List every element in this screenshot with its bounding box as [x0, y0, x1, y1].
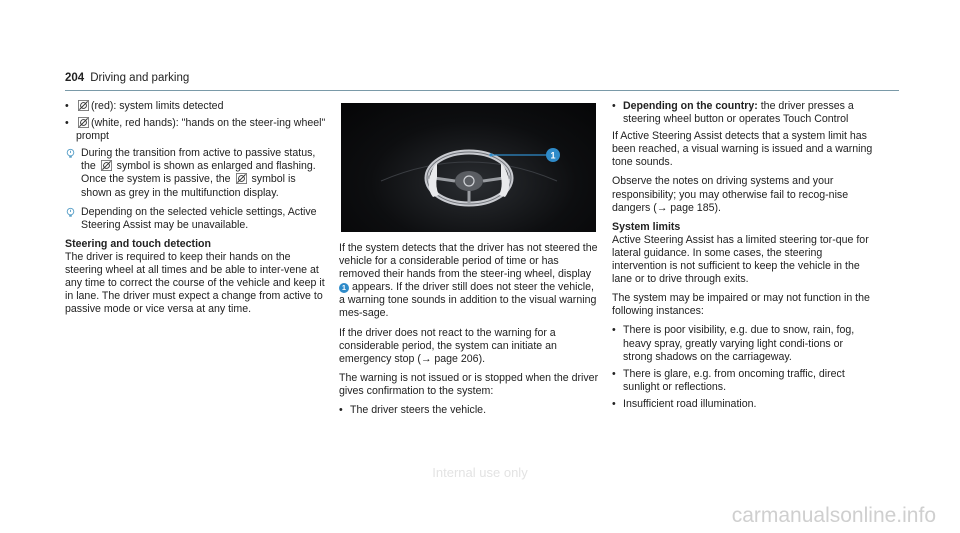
list-item: • There is glare, e.g. from oncoming traffic, direct sunlight or reflections.	[612, 368, 874, 394]
paragraph-text: If the system detects that the driver has not steered the vehicle for a considerable period of time or has removed their hands from the steer-ing wheel, display	[339, 242, 598, 281]
paragraph: Active Steering Assist has a limited steering tor-que for lateral guidance. In some cases, the steering intervention is not sufficient to keep the vehicle in the lane or to drive through exits.	[612, 233, 869, 286]
steering-assist-white-icon	[78, 117, 89, 128]
paragraph: The system may be impaired or may not function in the following instances:	[612, 292, 870, 318]
list-item-lead: Depending on the country:	[623, 100, 758, 112]
list-item: • The driver steers the vehicle.	[339, 404, 601, 417]
list-item-text: (white, red hands): "hands on the steer-ing wheel" prompt	[76, 117, 326, 143]
watermark: Internal use only	[432, 465, 528, 480]
column-middle	[339, 100, 601, 421]
column-right	[612, 100, 874, 415]
info-note	[65, 147, 327, 199]
steering-wheel-illustration	[341, 103, 596, 232]
note-text: symbol is shown as enlarged and flashing. Once the system is passive, the	[81, 160, 316, 186]
column-left	[65, 100, 327, 322]
steering-assist-red-icon	[78, 100, 89, 111]
list-item	[612, 100, 874, 126]
list-item: • Insufficient road illumination.	[612, 398, 874, 411]
list-item-text: (red): system limits detected	[91, 100, 224, 112]
section-heading: System limits	[612, 220, 681, 233]
list-item-text: the driver presses a steering wheel button or operates Touch Control	[623, 100, 854, 126]
paragraph: If the driver does not react to the warning for a considerable period, the system can initiate an emergency stop (→ page 206).	[339, 326, 557, 365]
list-item	[65, 117, 327, 143]
steering-wheel-graphic	[341, 103, 596, 232]
info-note	[65, 206, 327, 232]
paragraph: Observe the notes on driving systems and your responsibility; you may otherwise fail to recog-nise dangers (→ page 185).	[612, 175, 849, 214]
note-text: Depending on the selected vehicle settings, Active Steering Assist may be unavailable.	[81, 205, 317, 231]
paragraph: If Active Steering Assist detects that a system limit has been reached, a visual warning is issued and a warning tone sounds.	[612, 130, 873, 169]
paragraph: The warning is not issued or is stopped when the driver gives confirmation to the system:	[339, 371, 599, 397]
section-heading: Steering and touch detection	[65, 237, 211, 250]
steering-assist-icon	[236, 173, 247, 184]
header-rule	[65, 90, 899, 91]
page-header	[65, 72, 899, 90]
info-icon	[65, 148, 76, 159]
paragraph: The driver is required to keep their hands on the steering wheel at all times and be able to inter-vene at any time to correct the course of the vehicle and keep it in lane. The driver must expect a change from active to passive mode or vice versa at any time.	[65, 250, 325, 316]
paragraph-text: appears. If the driver still does not steer the vehicle, a warning tone sounds in addition to the visual warning mes-sage.	[339, 281, 597, 320]
info-icon	[65, 207, 76, 218]
note-text: During the transition from active to passive status, the	[81, 147, 316, 173]
list-item	[65, 100, 327, 113]
callout-badge: 1	[339, 283, 349, 293]
page-number: 204	[65, 72, 85, 84]
section-title: Driving and parking	[90, 72, 190, 84]
note-text: symbol is shown as grey in the multifunction display.	[81, 173, 296, 199]
callout-number: 1	[550, 150, 556, 161]
footer-site-text: carmanualsonline.info	[731, 504, 936, 527]
paragraph	[339, 242, 601, 321]
steering-assist-icon	[101, 160, 112, 171]
list-item: • There is poor visibility, e.g. due to snow, rain, fog, heavy spray, greatly varying light condi-tions or strong shadows on the carriageway.	[612, 324, 874, 363]
